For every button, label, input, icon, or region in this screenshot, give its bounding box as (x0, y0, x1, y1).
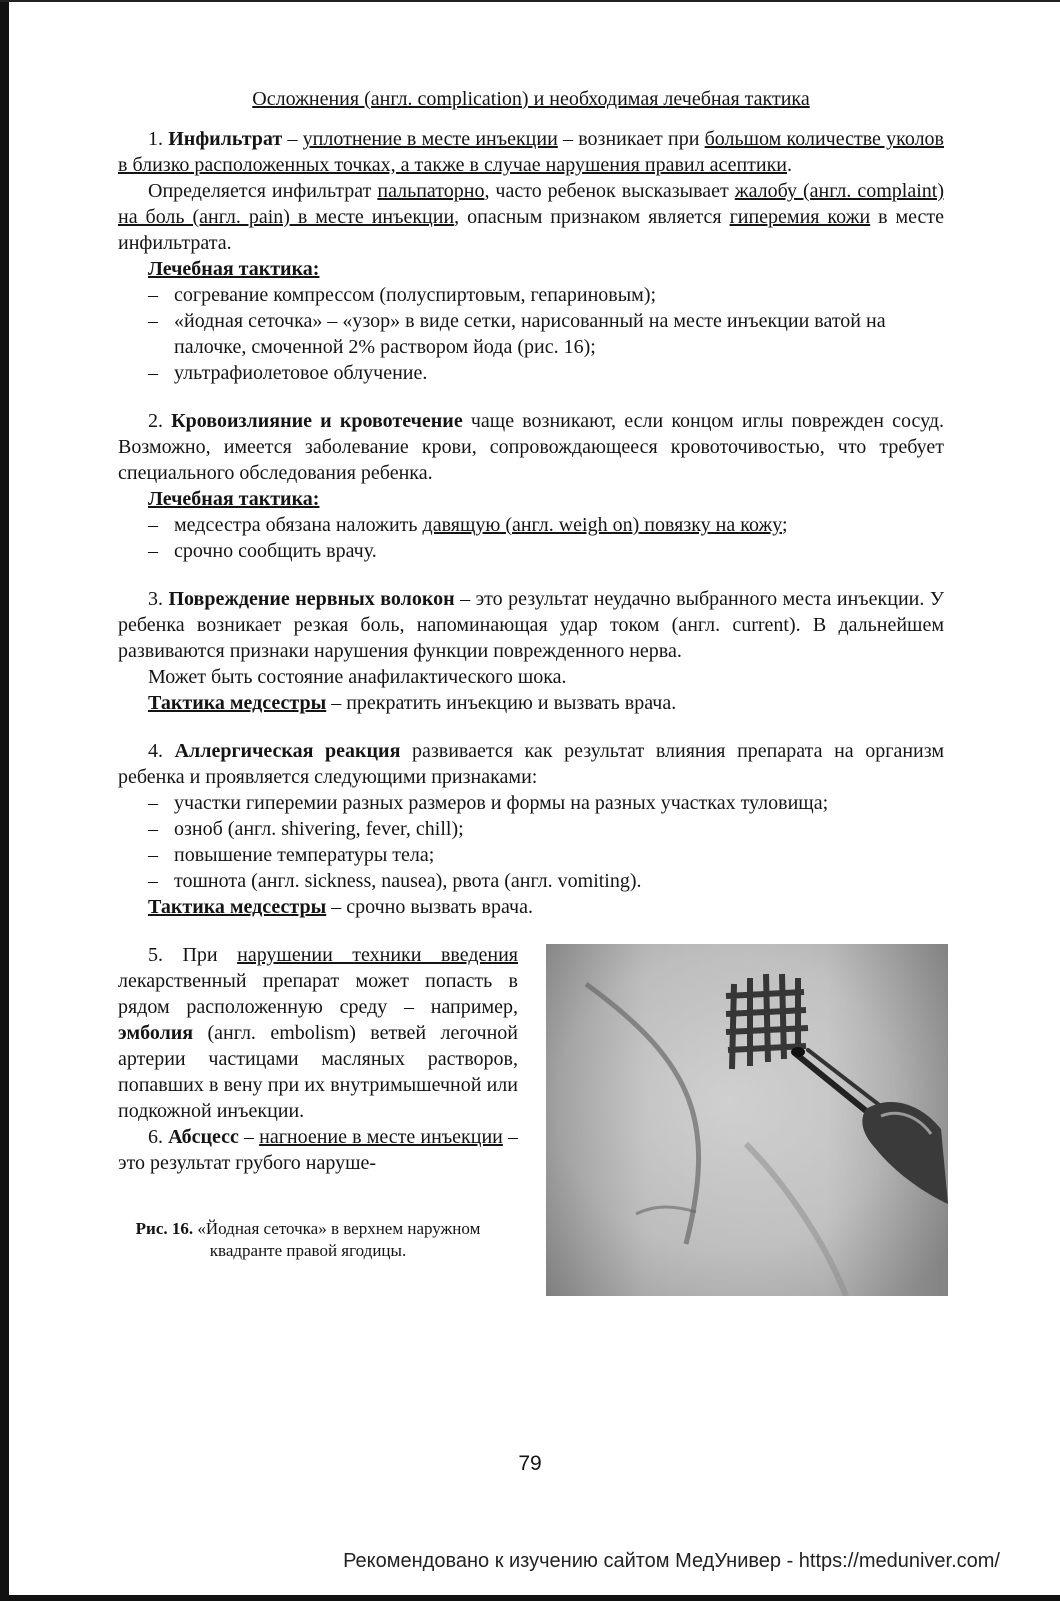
text: . (787, 154, 793, 176)
underlined-text: жалобу (англ. complaint) на боль (англ. pain) в месте инъекции (118, 180, 945, 228)
term-nerve-damage: Повреждение нервных волокон (168, 588, 455, 610)
infiltrate-signs (118, 178, 944, 256)
tactics-list (148, 512, 944, 564)
section-number: 4. (148, 740, 175, 762)
list-item: – тошнота (англ. sickness, nausea), рвота (англ. vomiting). (148, 868, 944, 894)
infiltrate-definition (118, 126, 944, 178)
underlined-text: гиперемия кожи (729, 206, 871, 228)
underlined-text: нарушении техники введения (237, 944, 518, 966)
abscess-text (118, 1124, 518, 1176)
text: Определяется инфильтрат (148, 180, 378, 202)
list-item: – ультрафиолетовое облучение. (148, 360, 944, 386)
scan-edge-top (0, 0, 1060, 2)
section-number: 6. (148, 1126, 169, 1148)
footer-text: Рекомендовано к изучению сайтом МедУнивер - https://meduniver.com/ (343, 1550, 1000, 1572)
text: лекарственный препарат может попасть в рядом расположенную среду – например, (118, 970, 518, 1018)
section-infiltrate (118, 126, 944, 386)
text: – это результат неудачно выбранного места инъекции. У ребенка возникает резкая боль, напоминающая удар током (англ. current). В дальнейшем развиваются признаки нарушения функции поврежденного нерва. (118, 588, 945, 662)
text: 5. При (148, 944, 238, 966)
text: – срочно вызвать врача. (326, 896, 533, 918)
list-item (148, 512, 944, 538)
embolism-text (118, 942, 518, 1124)
shock-text: Может быть состояние анафилактического шока. (148, 666, 567, 688)
text: ; (782, 514, 788, 536)
nurse-tactics (118, 690, 944, 716)
text: , часто ребенок высказывает (484, 180, 735, 202)
dash: – (238, 1126, 260, 1148)
nerve-damage-text (118, 586, 944, 664)
list-item: – согревание компрессом (полуспиртовым, гепариновым); (148, 282, 944, 308)
text: – возникает при (557, 128, 705, 150)
hemorrhage-text (118, 408, 944, 486)
symptoms-list (118, 790, 944, 894)
scan-edge-left (0, 0, 9, 1601)
figure-section (118, 942, 944, 1322)
text: развивается как результат влияния препарата на организм ребенка и проявляется следующими признаками: (118, 740, 944, 788)
section-hemorrhage (118, 408, 944, 564)
underlined-text: пальпаторно (377, 180, 485, 202)
section-number: 2. (148, 410, 172, 432)
text: – прекратить инъекцию и вызвать врача. (326, 692, 677, 714)
section-number: 3. (148, 588, 169, 610)
iodine-grid-photo (546, 944, 948, 1296)
page-number: 79 (518, 1452, 542, 1475)
list-item: – участки гиперемии разных размеров и формы на разных участках туловища; (148, 790, 944, 816)
nurse-tactics (118, 894, 944, 920)
text-column (118, 942, 518, 1176)
list-item: – «йодная сеточка» – «узор» в виде сетки, нарисованный на месте инъекции ватой на палочке, смоченной 2% раствором йода (рис. 16); (148, 308, 944, 360)
tactics-heading: Лечебная тактика: (148, 488, 320, 510)
scan-edge-bottom (0, 1595, 1060, 1601)
section-number: 1. (148, 128, 169, 150)
section-nerve-damage (118, 586, 944, 716)
term-hemorrhage: Кровоизлияние и кровотечение (171, 410, 463, 432)
page-title: Осложнения (англ. complication) и необходимая лечебная тактика (252, 88, 810, 110)
underlined-text: большом количестве уколов в близко расположенных точках, а также в случае нарушения правил асептики (118, 128, 944, 176)
term-infiltrate: Инфильтрат (168, 128, 283, 150)
figure-caption (118, 1218, 498, 1262)
tactics-list (148, 282, 944, 386)
tactics-heading: Лечебная тактика: (148, 258, 320, 280)
tactics-heading: Тактика медсестры (148, 692, 327, 714)
list-item: – озноб (англ. shivering, fever, chill); (148, 816, 944, 842)
term-embolism: эмболия (118, 1022, 194, 1044)
text: чаще возникают, если концом иглы поврежден сосуд. Возможно, имеется заболевание крови, сопровождающееся кровоточивостью, что требует специального обследования ребенка. (118, 410, 945, 484)
term-allergy: Аллергическая реакция (174, 740, 401, 762)
text: , опасным признаком является (454, 206, 730, 228)
text: – это результат грубого наруше- (118, 1126, 518, 1174)
allergy-text (118, 738, 944, 790)
term-abscess: Абсцесс (168, 1126, 239, 1148)
text: (англ. embolism) ветвей легочной артерии частицами масляных растворов, попавших в вену при их внутримышечной или подкожной инъекции. (118, 1022, 518, 1122)
dash: – (282, 128, 303, 150)
tactics-heading: Тактика медсестры (148, 896, 327, 918)
list-item: – срочно сообщить врачу. (148, 538, 944, 564)
definition-text: уплотнение в месте инъекции (302, 128, 558, 150)
text: медсестра обязана наложить (174, 514, 423, 536)
text: в месте инфильтрата. (118, 206, 945, 254)
page-body (118, 86, 944, 1322)
underlined-text: давящую (англ. weigh on) повязку на кожу (422, 514, 783, 536)
caption-label: Рис. 16. (135, 1219, 194, 1238)
list-item: – повышение температуры тела; (148, 842, 944, 868)
section-allergy (118, 738, 944, 920)
underlined-text: нагноение в месте инъекции (259, 1126, 503, 1148)
caption-text: «Йодная сеточка» в верхнем наружном квадранте правой ягодицы. (193, 1219, 481, 1260)
